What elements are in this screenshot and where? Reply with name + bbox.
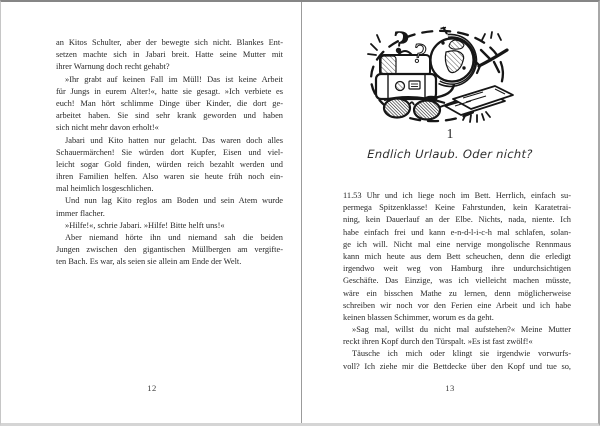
text-line: Schauermärchen! Sie würden dort Kupfer, Eisen und viel- <box>56 147 283 157</box>
text-line: wäre ein bisschen Mathe zu lernen, denn möglicherweise <box>343 288 571 298</box>
text-line: ihren Familien helfen. Also waren sie heute früh noch ein- <box>56 172 283 182</box>
page-number-right: 13 <box>445 383 455 393</box>
text-line: Jabari und Kito hatten nur gelacht. Das waren doch alles <box>65 135 283 145</box>
text-line: sich nicht mehr davon erholt!« <box>56 123 159 133</box>
text-line: irgendwo weit weg von Hamburg ihre undurchsichtigen <box>343 264 571 274</box>
text-line: arbeitet haben. Sie sind sehr krank geworden und haben <box>56 111 283 121</box>
chapter-illustration <box>367 24 519 126</box>
left-page-text <box>56 37 283 269</box>
text-line: Und nun lag Kito reglos am Boden und sein Atem wurde <box>65 196 283 206</box>
right-page-text <box>343 190 571 373</box>
text-line: kann mich heute aus dem Bett scheuchen, denn die erledigt <box>343 251 571 261</box>
text-line: mal heimlich losgeschlichen. <box>56 184 154 194</box>
text-line: ge ich will. Nicht mal eine nervige mongolische Rennmaus <box>343 239 571 249</box>
text-line: Jungen zwischen den gigantischen Müllbergen am vergifte- <box>56 245 283 255</box>
page-gutter-divider <box>301 2 302 423</box>
text-line: setzen machte sich in Jabari breit. Hatte seine Mutter mit <box>56 50 283 60</box>
text-line: »Sag mal, willst du nicht mal aufstehen?« Meine Mutter <box>352 325 571 335</box>
chapter-title: Endlich Urlaub. Oder nicht? <box>367 147 533 161</box>
text-line: Geschäfte. Das Einzige, was ich vielleicht machen müsste, <box>343 276 571 286</box>
text-line: Aber niemand hörte ihn und niemand sah die beiden <box>65 233 283 242</box>
text-line: habe einfach frei und kann e-n-d-l-i-c-h mal schlafen, solan- <box>343 227 571 237</box>
text-line: keinen blassen Schimmer, worum es da geht. <box>343 312 494 322</box>
text-line: für Jungs in eurem Alter!«, hatte sie gesagt. »Ich verbiete es <box>56 86 283 96</box>
text-line: euch! Man hört schlimme Dinge über Kinder, die dort ge- <box>56 98 283 108</box>
text-line: permega Spitzenklasse! Keine Fahrstunden, kein Karatetrai- <box>343 203 571 213</box>
svg-text:?: ? <box>389 24 411 61</box>
chapter-number: 1 <box>446 126 454 141</box>
text-line: immer flacher. <box>56 208 105 218</box>
sunglasses-icon <box>384 97 456 119</box>
svg-text:?: ? <box>409 38 429 70</box>
text-line: »Ihr grabt auf keinen Fall im Müll! Das ist keine Arbeit <box>65 74 283 84</box>
text-line: voll? Ich ziehe mir die Bettdecke über den Kopf und tue so, <box>343 361 571 371</box>
text-line: schreiben wir noch vor den Ferien eine Arbeit und ich habe <box>343 300 571 310</box>
text-line: »Hilfe!«, schrie Jabari. »Hilfe! Bitte helft uns!« <box>65 220 225 230</box>
text-line: ten Bach. Es war, als seien sie allein am Ende der Welt. <box>56 257 242 267</box>
text-line: Täusche ich mich oder klingt sie irgendwie vorwurfs- <box>352 349 571 359</box>
text-line: 11.53 Uhr und ich liege noch im Bett. Herrlich, einfach su- <box>343 191 571 200</box>
text-line: an Kitos Schulter, aber der bewegte sich nicht. Blankes Ent- <box>56 38 283 47</box>
text-line: ihrer Warnung doch recht gehabt? <box>56 62 170 72</box>
text-line: reckt ihren Kopf durch den Türspalt. »Es ist fast zwölf!« <box>343 337 533 347</box>
text-line: leicht sogar Gold finden, würden reich bezahlt werden und <box>56 159 283 169</box>
page-number-left: 12 <box>147 383 157 393</box>
text-line: ning, kein Dauerlauf an der Elbe. Nichts, nada, niente. Ich <box>343 215 571 225</box>
